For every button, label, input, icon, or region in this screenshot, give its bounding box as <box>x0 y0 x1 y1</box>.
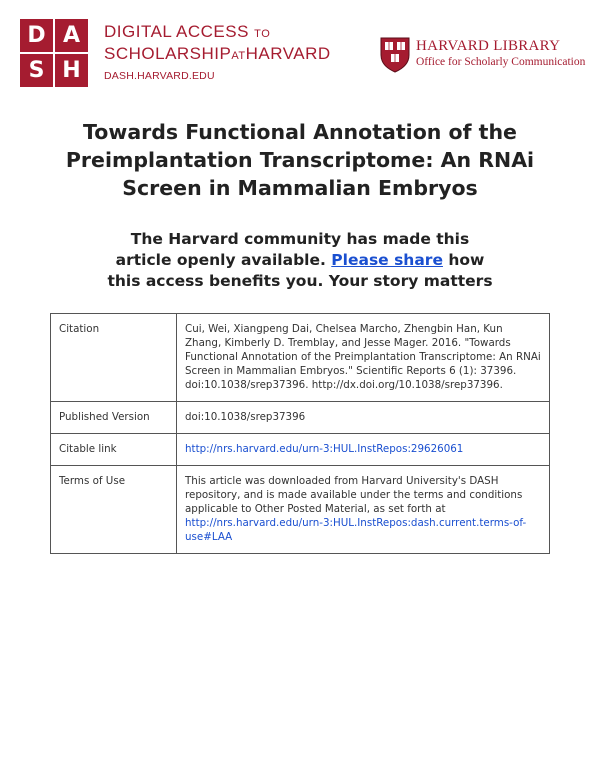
harvard-library-subtitle: Office for Scholarly Communication <box>416 56 586 68</box>
terms-of-use-cell <box>177 466 550 554</box>
citable-link-cell <box>177 434 550 466</box>
notice-line2 <box>60 250 540 271</box>
community-notice <box>60 229 540 292</box>
citable-link[interactable]: http://nrs.harvard.edu/urn-3:HUL.InstRepos:29626061 <box>185 443 464 455</box>
dash-logo-letter: A <box>55 19 88 52</box>
notice-line1: The Harvard community has made this <box>130 230 470 248</box>
notice-line3: this access benefits you. Your story matters <box>107 272 493 290</box>
harvard-library-wordmark <box>416 38 585 69</box>
dash-logo-letter: D <box>20 19 53 52</box>
dash-wordmark-line2 <box>104 44 331 66</box>
dash-line2-end: HARVARD <box>245 44 331 63</box>
published-version-label: Published Version <box>51 402 177 434</box>
dash-line2-small: AT <box>231 50 246 62</box>
table-row <box>51 434 550 466</box>
terms-of-use-label: Terms of Use <box>51 466 177 554</box>
harvard-library-title: HARVARD LIBRARY <box>416 38 561 54</box>
dash-wordmark-line1 <box>104 22 331 44</box>
dash-logo-letter: H <box>55 54 88 87</box>
dash-line1-main: DIGITAL ACCESS <box>104 22 249 41</box>
harvard-shield-icon <box>380 37 410 73</box>
terms-of-use-text: This article was downloaded from Harvard University's DASH repository, and is made available under the terms and conditions applicable to Other Posted Material, as set forth at <box>185 475 523 515</box>
notice-line2-post: how <box>448 251 485 269</box>
citation-value: Cui, Wei, Xiangpeng Dai, Chelsea Marcho, Zhengbin Han, Kun Zhang, Kimberly D. Tremblay, and Jesse Mager. 2016. "Towards Functional Annotation of the Preimplantation Transcriptome: An RNAi Screen in Mammalian Embryos." Scientific Reports 6 (1): 37396. doi:10.1038/srep37396. http://dx.doi.org/10.1038/srep37396. <box>177 314 550 402</box>
dash-line1-small: TO <box>254 28 271 40</box>
citation-label: Citation <box>51 314 177 402</box>
dash-url[interactable]: DASH.HARVARD.EDU <box>104 70 215 82</box>
article-title: Towards Functional Annotation of the Preimplantation Transcriptome: An RNAi Screen in Mammalian Embryos <box>65 120 535 200</box>
dash-line2-main: SCHOLARSHIP <box>104 44 232 63</box>
table-row <box>51 402 550 434</box>
citable-link-label: Citable link <box>51 434 177 466</box>
dash-wordmark <box>104 22 331 82</box>
dash-logo-letter: S <box>20 54 53 87</box>
please-share-link[interactable]: Please share <box>331 251 443 269</box>
metadata-table <box>50 313 550 554</box>
notice-line2-pre: article openly available. <box>115 251 326 269</box>
published-version-value: doi:10.1038/srep37396 <box>177 402 550 434</box>
terms-of-use-link[interactable]: http://nrs.harvard.edu/urn-3:HUL.InstRepos:dash.current.terms-of-use#LAA <box>185 517 527 543</box>
table-row <box>51 466 550 554</box>
table-row <box>51 314 550 402</box>
dash-logo <box>20 19 88 87</box>
